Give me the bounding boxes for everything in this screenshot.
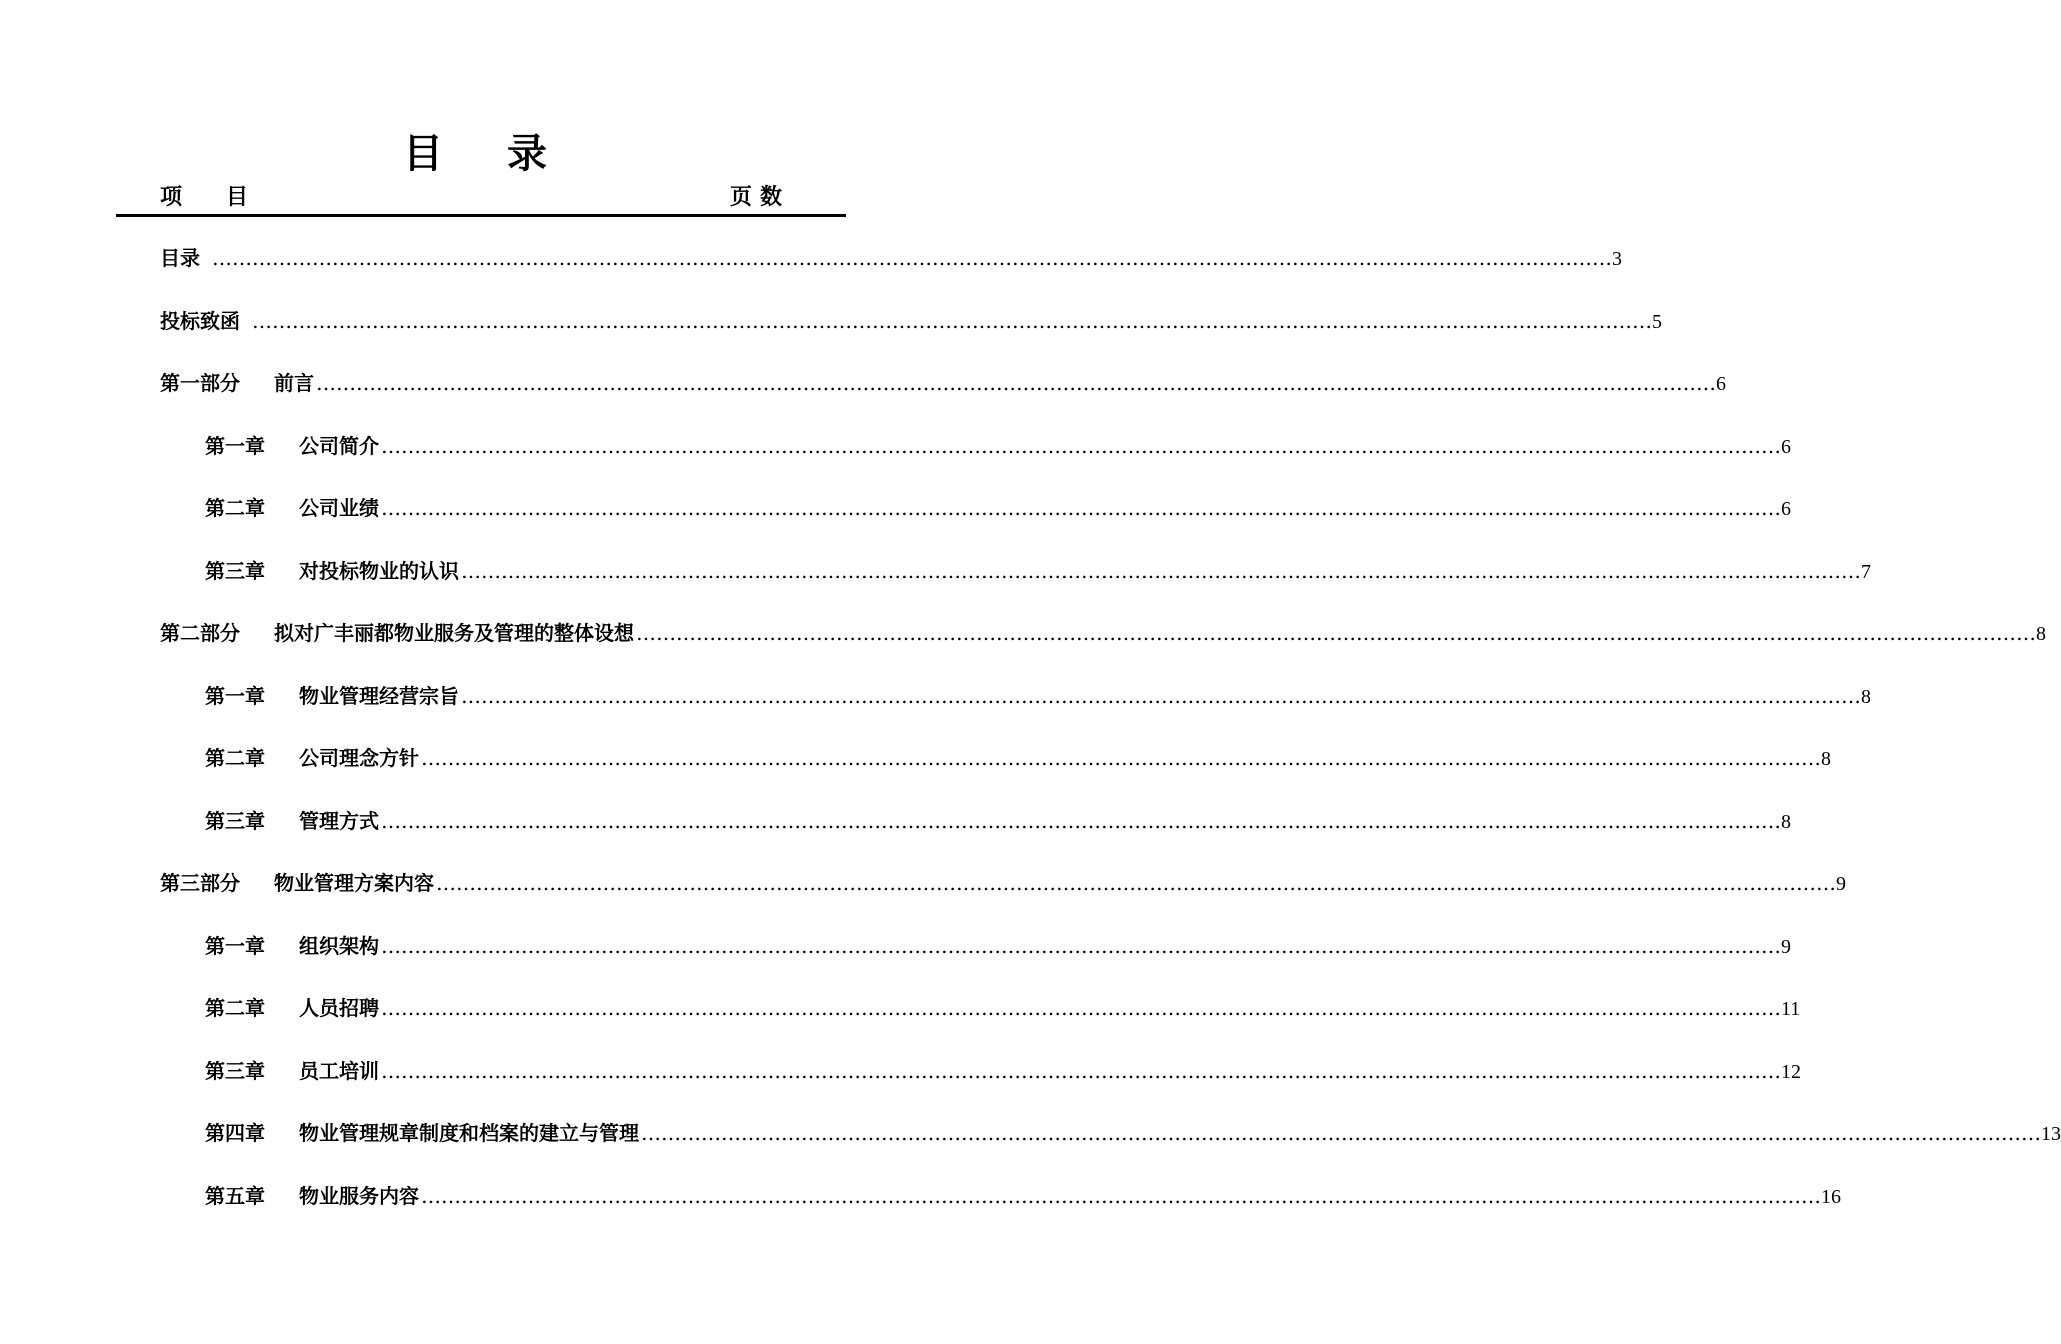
toc-entry[interactable] [205,431,1791,461]
toc-entry-number: 目录 [160,246,200,270]
toc-entry-label [205,806,379,836]
toc-entry-page-number: 13 [2041,1123,2061,1145]
toc-entry-number: 第一章 [205,683,265,708]
toc-entry-title: 物业管理方案内容 [274,871,434,895]
toc-entry-page-number: 16 [1821,1185,1841,1208]
toc-entry-number: 第三部分 [160,871,240,895]
toc-entry[interactable] [205,556,1871,586]
column-header-pages-char-2: 数 [760,184,783,210]
column-header-item [160,180,248,211]
column-header-pages [730,180,782,211]
toc-entry-label [205,431,379,461]
toc-entry-leader-dots: ………………………………………………………………………………………………………………………………………………………………………………………… [381,1058,1781,1083]
toc-entry-title: 公司理念方针 [299,746,419,770]
toc-entry-title: 前言 [274,371,314,395]
toc-entry-number: 第三章 [205,1058,265,1083]
toc-entry[interactable] [160,243,1622,273]
toc-entry-number: 第一章 [205,433,265,458]
toc-entry-leader-dots: ………………………………………………………………………………………………………………………………………………………………………………………… [252,308,1652,333]
toc-entry[interactable] [205,681,1871,711]
toc-entry-page-number: 3 [1612,248,1622,270]
toc-entry-leader-dots: ………………………………………………………………………………………………………………………………………………………………………………………… [636,621,2036,645]
toc-entry-page-number: 8 [1821,748,1831,770]
toc-entry-leader-dots: ………………………………………………………………………………………………………………………………………………………………………………………… [212,246,1612,270]
title-char-2: 录 [507,130,547,177]
toc-entry[interactable] [205,743,1831,773]
toc-entry-page-number: 9 [1836,873,1846,895]
toc-entry-number: 第五章 [205,1183,265,1208]
toc-entry-leader-dots: ………………………………………………………………………………………………………………………………………………………………………………………… [461,558,1861,583]
toc-entry-leader-dots: ………………………………………………………………………………………………………………………………………………………………………………………… [436,871,1836,895]
toc-entry-number: 第一章 [205,933,265,958]
toc-entry-leader-dots: ………………………………………………………………………………………………………………………………………………………………………………………… [381,496,1781,520]
toc-entry-label [160,368,314,398]
toc-entry-page-number: 9 [1781,935,1791,958]
toc-entry-title: 员工培训 [299,1058,379,1083]
toc-entry-page-number: 12 [1781,1060,1801,1083]
toc-entry-label [205,681,459,711]
toc-entry-label [205,931,379,961]
toc-entry-page-number: 6 [1781,435,1791,458]
toc-entry[interactable] [160,618,2046,648]
toc-entry-leader-dots: ………………………………………………………………………………………………………………………………………………………………………………………… [381,996,1781,1020]
toc-entry-title: 人员招聘 [299,996,379,1020]
toc-entry-label [160,243,210,273]
page-title [0,122,950,179]
toc-entry-title: 公司简介 [299,433,379,458]
toc-entry-title: 公司业绩 [299,496,379,520]
toc-entry-leader-dots: ………………………………………………………………………………………………………………………………………………………………………………………… [381,933,1781,958]
toc-entry-page-number: 6 [1716,373,1726,395]
toc-entry-label [160,868,434,898]
toc-entry-number: 第三章 [205,558,265,583]
toc-entry-number: 第四章 [205,1121,265,1145]
toc-entry-label [205,1118,639,1148]
toc-entry-label [205,493,379,523]
toc-entry[interactable] [205,1118,2061,1148]
toc-entry-label [205,743,419,773]
toc-entry-page-number: 6 [1781,498,1791,520]
toc-entry-leader-dots: ………………………………………………………………………………………………………………………………………………………………………………………… [421,1183,1821,1208]
toc-entry-leader-dots: ………………………………………………………………………………………………………………………………………………………………………………………… [316,371,1716,395]
toc-entry[interactable] [205,993,1801,1023]
header-divider [116,214,846,217]
toc-entry-label [160,306,250,336]
column-header-item-char-1: 项 [160,184,183,210]
toc-entry-title: 物业管理经营宗旨 [299,683,459,708]
toc-entry-number: 第二部分 [160,621,240,645]
toc-entry[interactable] [205,806,1791,836]
toc-entry-label [205,556,459,586]
toc-entry-leader-dots: ………………………………………………………………………………………………………………………………………………………………………………………… [381,808,1781,833]
toc-entry-leader-dots: ………………………………………………………………………………………………………………………………………………………………………………………… [461,683,1861,708]
toc-entry-page-number: 8 [1781,810,1791,833]
toc-entry-number: 投标致函 [160,308,240,333]
toc-entry[interactable] [205,1181,1841,1211]
toc-entry-page-number: 11 [1781,998,1801,1020]
toc-entry[interactable] [160,306,1662,336]
toc-entry-number: 第一部分 [160,371,240,395]
toc-entry-title: 组织架构 [299,933,379,958]
title-char-1: 目 [403,130,443,177]
toc-entry-label [205,1181,419,1211]
toc-entry-page-number: 8 [2036,623,2046,645]
toc-entry[interactable] [205,931,1791,961]
toc-entry-page-number: 5 [1652,310,1662,333]
toc-entry[interactable] [205,493,1791,523]
toc-entry-label [205,1056,379,1086]
toc-entry-leader-dots: ………………………………………………………………………………………………………………………………………………………………………………………… [381,433,1781,458]
toc-entry-title: 拟对广丰丽都物业服务及管理的整体设想 [274,621,634,645]
toc-entry-number: 第二章 [205,746,265,770]
toc-entry-number: 第二章 [205,496,265,520]
toc-entry-leader-dots: ………………………………………………………………………………………………………………………………………………………………………………………… [641,1121,2041,1145]
toc-entry[interactable] [205,1056,1801,1086]
toc-entry-title: 管理方式 [299,808,379,833]
toc-entry-title: 对投标物业的认识 [299,558,459,583]
toc-entry-page-number: 7 [1861,560,1871,583]
column-header-pages-char-1: 页 [730,184,753,210]
toc-entry-page-number: 8 [1861,685,1871,708]
column-header-item-char-2: 目 [226,184,249,210]
toc-entry-label [205,993,379,1023]
toc-entry[interactable] [160,368,1726,398]
toc-entry-number: 第三章 [205,808,265,833]
toc-entry-number: 第二章 [205,996,265,1020]
toc-entry-title: 物业服务内容 [299,1183,419,1208]
toc-entry[interactable] [160,868,1846,898]
toc-entry-title: 物业管理规章制度和档案的建立与管理 [299,1121,639,1145]
toc-entry-leader-dots: ………………………………………………………………………………………………………………………………………………………………………………………… [421,746,1821,770]
toc-entry-label [160,618,634,648]
